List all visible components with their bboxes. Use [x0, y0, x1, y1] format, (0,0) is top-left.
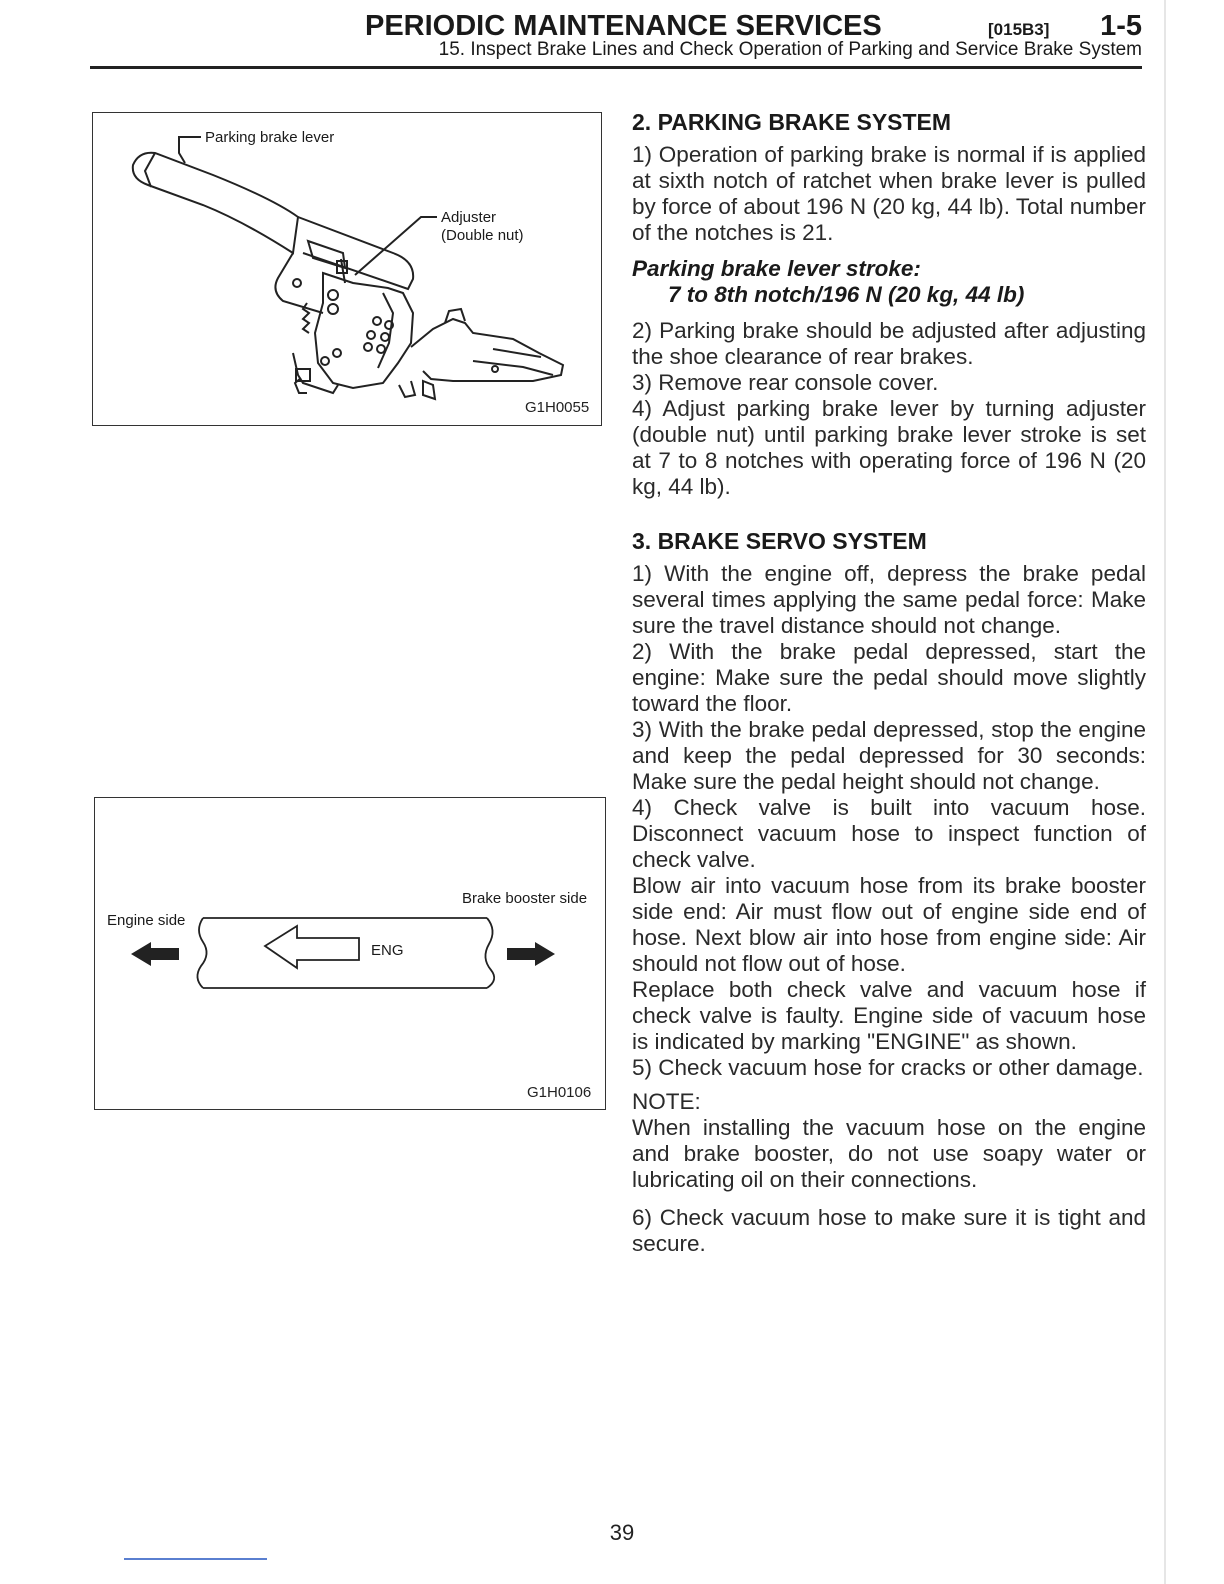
figure-parking-brake-lever	[92, 112, 602, 426]
header-code: [015B3]	[988, 20, 1050, 39]
header-page-ref: 1-5	[1100, 10, 1142, 42]
header-rule	[90, 66, 1142, 69]
figure1-code: G1H0055	[525, 399, 590, 416]
arrow-left-engine-side	[131, 942, 179, 966]
note-label: NOTE:	[632, 1089, 701, 1114]
footer-mark	[124, 1558, 267, 1560]
section3-blow-air: Blow air into vacuum hose from its brake booster side end: Air must flow out of engine side end of hose. Next blow air into hose from engine side: Air should not flow out of hose.	[632, 873, 1146, 976]
section-brake-servo-system	[632, 527, 1146, 1257]
section3-replace: Replace both check valve and vacuum hose if check valve is faulty. Engine side of vacuum hose is indicated by marking "ENGINE" as shown.	[632, 977, 1146, 1054]
label-adjuster-sub: (Double nut)	[441, 227, 524, 244]
section2-step4: 4) Adjust parking brake lever by turning adjuster (double nut) until parking brake lever stroke is set at 7 to 8 notches with operating force of 196 N (20 kg, 44 lb).	[632, 396, 1146, 499]
figure-vacuum-hose	[94, 797, 606, 1110]
note-text: When installing the vacuum hose on the engine and brake booster, do not use soapy water or lubricating oil on their connections.	[632, 1115, 1146, 1192]
section3-heading: 3. BRAKE SERVO SYSTEM	[632, 528, 927, 554]
section3-step1: 1) With the engine off, depress the brake pedal several times applying the same pedal force: Make sure the travel distance should not change.	[632, 561, 1146, 638]
section-parking-brake-system	[632, 108, 1146, 500]
section2-step3: 3) Remove rear console cover.	[632, 370, 939, 395]
label-engine-side: Engine side	[107, 912, 186, 929]
arrow-right-booster-side	[507, 942, 555, 966]
section3-step5: 5) Check vacuum hose for cracks or other damage.	[632, 1055, 1144, 1080]
header-subtitle: 15. Inspect Brake Lines and Check Operation of Parking and Service Brake System	[438, 39, 1142, 60]
page-edge-shadow	[1164, 0, 1166, 1584]
parking-brake-lever-illustration	[93, 113, 603, 427]
section3-step6: 6) Check vacuum hose to make sure it is tight and secure.	[632, 1205, 1146, 1256]
label-brake-booster-side: Brake booster side	[462, 890, 588, 907]
section3-step2: 2) With the brake pedal depressed, start the engine: Make sure the pedal should move slightly toward the floor.	[632, 639, 1146, 716]
figure2-code: G1H0106	[527, 1084, 592, 1101]
spec-label: Parking brake lever stroke:	[632, 256, 921, 281]
section2-step2: 2) Parking brake should be adjusted after adjusting the shoe clearance of rear brakes.	[632, 318, 1146, 369]
section2-step1: 1) Operation of parking brake is normal if is applied at sixth notch of ratchet when brake lever is pulled by force of about 196 N (20 kg, 44 lb). Total number of the notches is 21.	[632, 142, 1146, 245]
label-adjuster: Adjuster	[441, 209, 497, 226]
section3-step4: 4) Check valve is built into vacuum hose. Disconnect vacuum hose to inspect function of check valve.	[632, 795, 1146, 872]
vacuum-hose-illustration	[95, 798, 607, 1111]
spec-value: 7 to 8th notch/196 N (20 kg, 44 lb)	[668, 282, 1025, 307]
section3-step3: 3) With the brake pedal depressed, stop the engine and keep the pedal depressed for 30 seconds: Make sure the pedal height should not change.	[632, 717, 1146, 794]
section2-heading: 2. PARKING BRAKE SYSTEM	[632, 109, 952, 135]
page-number: 39	[609, 1520, 635, 1545]
label-eng: ENG	[371, 942, 404, 959]
label-parking-brake-lever: Parking brake lever	[205, 129, 335, 146]
page-header	[90, 8, 1142, 70]
header-title: PERIODIC MAINTENANCE SERVICES	[365, 10, 882, 42]
